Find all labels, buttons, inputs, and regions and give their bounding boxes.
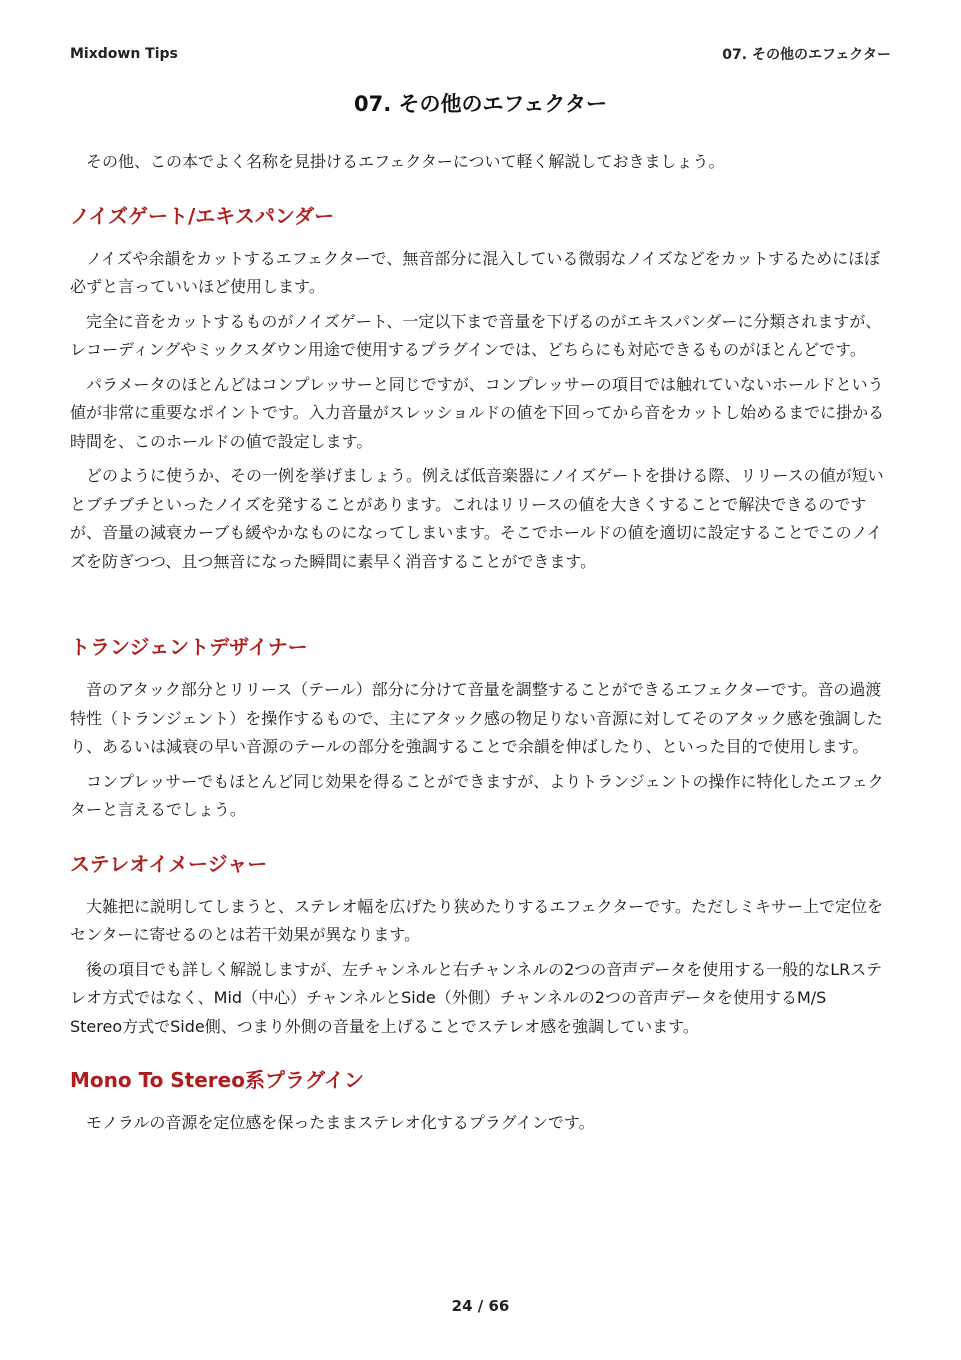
- section-heading: ステレオイメージャー: [70, 851, 268, 876]
- intro-paragraph: その他、この本でよく名称を見掛けるエフェクターについて軽く解説しておきましょう。: [86, 152, 725, 171]
- paragraph: 完全に音をカットするものがノイズゲート、一定以下まで音量を下げるのがエキスパンダーに分類されますが、レコーディングやミックスダウン用途で使用するプラグインでは、どちらにも対応できるものがほとんどです。: [70, 311, 882, 359]
- paragraph: コンプレッサーでもほとんど同じ効果を得ることができますが、よりトランジェントの操作に特化したエフェクターと言えるでしょう。: [70, 771, 884, 819]
- section-mono-to-stereo: [70, 1065, 892, 1138]
- paragraph: パラメータのほとんどはコンプレッサーと同じですが、コンプレッサーの項目では触れていないホールドという値が非常に重要なポイントです。入力音量がスレッショルドの値を下回ってから音をカットし始めるまでに掛かる時間を、このホールドの値で設定します。: [70, 374, 885, 451]
- paragraph: 音のアタック部分とリリース（テール）部分に分けて音量を調整することができるエフェクターです。音の過渡特性（トランジェント）を操作するもので、主にアタック感の物足りない音源に対してそのアタック感を強調したり、あるいは減衰の早い音源のテールの部分を強調することで余韻を伸ばしたり、といった目的で使用します。: [70, 680, 883, 756]
- page-number: 24 / 66: [451, 1297, 510, 1315]
- section-heading: ノイズゲート/エキスパンダー: [70, 203, 335, 228]
- section-noise-gate: [70, 201, 892, 577]
- section-transient-designer: [70, 632, 892, 825]
- page-title: 07. その他のエフェクター: [353, 92, 608, 116]
- header-chapter-title: 07. その他のエフェクター: [722, 47, 891, 63]
- paragraph: ノイズや余韻をカットするエフェクターで、無音部分に混入している微弱なノイズなどをカットするためにほぼ必ずと言っていいほど使用します。: [70, 248, 881, 296]
- header-document-title: Mixdown Tips: [70, 46, 178, 62]
- section-heading: トランジェントデザイナー: [70, 635, 308, 659]
- paragraph: 大雑把に説明してしまうと、ステレオ幅を広げたり狭めたりするエフェクターです。ただしミキサー上で定位をセンターに寄せるのとは若干効果が異なります。: [70, 896, 883, 944]
- section-stereo-imager: [70, 849, 892, 1042]
- paragraph: 後の項目でも詳しく解説しますが、左チャンネルと右チャンネルの2つの音声データを使用する一般的なLRステレオ方式ではなく、Mid（中心）チャンネルとSide（外側）チャンネルの2つの音声データを使用するM/S Stereo方式でSide側、つまり外側の音量を上げることでステレオ感を強調しています。: [70, 959, 882, 1036]
- paragraph: どのように使うか、その一例を挙げましょう。例えば低音楽器にノイズゲートを掛ける際、リリースの値が短いとブチブチといったノイズを発することがあります。これはリリースの値を大きくすることで解決できるのですが、音量の減衰カーブも緩やかなものになってしまいます。そこでホールドの値を適切に設定することでこのノイズを防ぎつつ、且つ無音になった瞬間に素早く消音することができます。: [70, 466, 884, 571]
- page-content: [70, 148, 892, 1144]
- paragraph: モノラルの音源を定位感を保ったままステレオ化するプラグインです。: [86, 1113, 595, 1132]
- section-heading: Mono To Stereo系プラグイン: [70, 1068, 364, 1092]
- running-header: [70, 44, 891, 64]
